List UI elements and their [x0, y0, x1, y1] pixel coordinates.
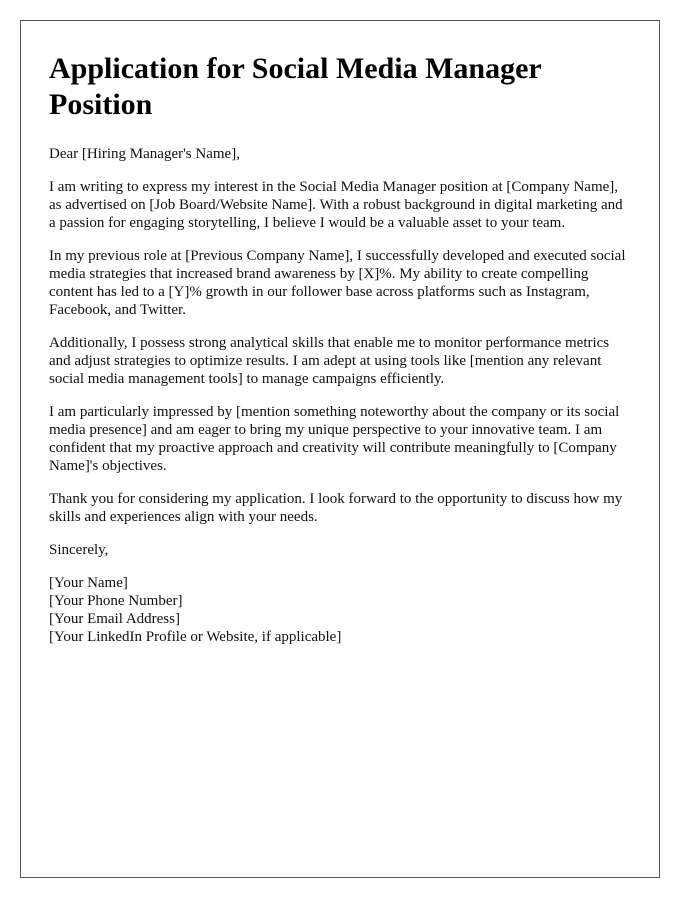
body-paragraph-5: Thank you for considering my application. I look forward to the opportunity to discuss how my skills and experiences align with your needs.: [49, 491, 623, 525]
closing: Sincerely,: [49, 542, 109, 558]
body-paragraph-2: In my previous role at [Previous Company Name], I successfully developed and executed social media strategies that increased brand awareness by [X]%. My ability to create compelling content has led to a [Y]% growth in our follower base across platforms such as Instagram, Facebook, and Twitter.: [49, 248, 626, 318]
body-paragraph-4: I am particularly impressed by [mention something noteworthy about the company or its social media presence] and am eager to bring my unique perspective to your innovative team. I am confident that my proactive approach and creativity will contribute meaningfully to [Company Name]'s objectives.: [49, 404, 620, 474]
letter-page: [20, 20, 660, 878]
body-paragraph-3: Additionally, I possess strong analytical skills that enable me to monitor performance metrics and adjust strategies to optimize results. I am adept at using tools like [mention any relevant social media management tools] to manage campaigns efficiently.: [49, 335, 610, 387]
salutation: Dear [Hiring Manager's Name],: [49, 146, 240, 162]
signature-block: [49, 574, 631, 646]
signature-phone: [Your Phone Number]: [49, 593, 183, 609]
signature-linkedin: [Your LinkedIn Profile or Website, if applicable]: [49, 629, 342, 645]
signature-name: [Your Name]: [49, 575, 128, 591]
signature-email: [Your Email Address]: [49, 611, 180, 627]
body-paragraph-1: I am writing to express my interest in the Social Media Manager position at [Company Name], as advertised on [Job Board/Website Name]. With a robust background in digital marketing and a passion for engaging storytelling, I believe I would be a valuable asset to your team.: [49, 179, 623, 231]
letter-title: Application for Social Media Manager Position: [49, 52, 542, 121]
